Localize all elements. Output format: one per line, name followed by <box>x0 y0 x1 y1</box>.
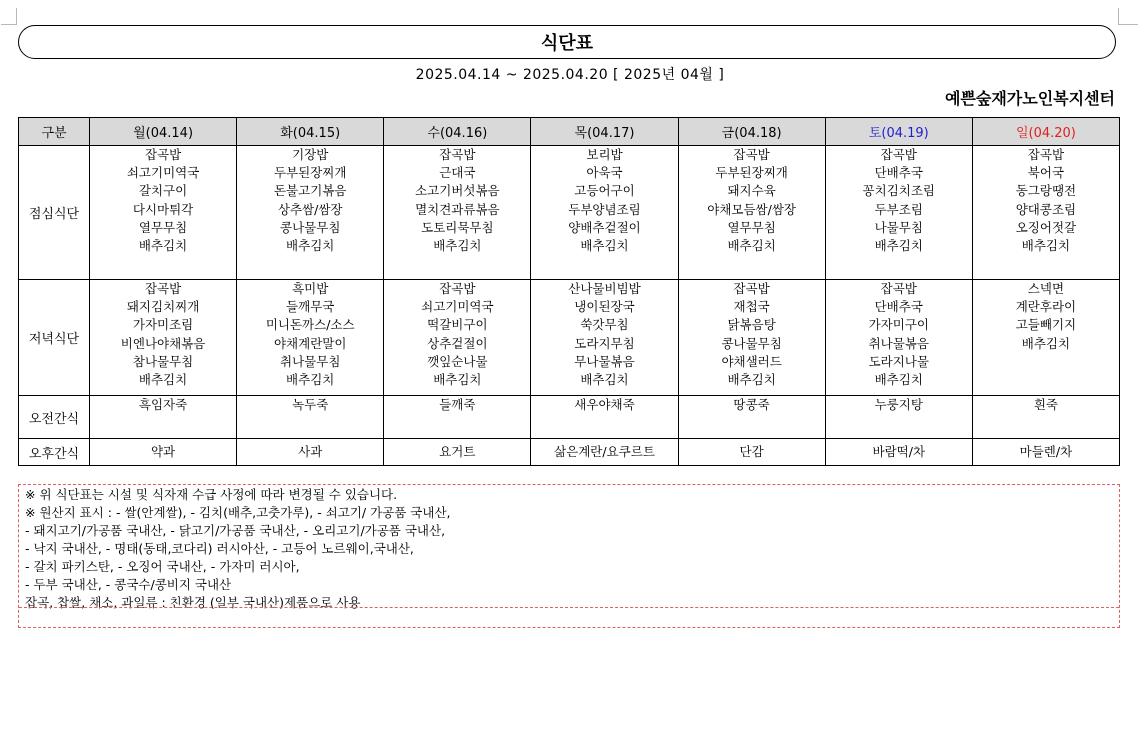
day-header-sat: 토(04.19) <box>825 118 972 146</box>
menu-item: 야채샐러드 <box>721 353 782 369</box>
menu-item: 가자미조림 <box>132 317 194 333</box>
page-title: 식단표 <box>540 33 594 54</box>
notes-divider <box>19 607 1119 608</box>
menu-item: 냉이된장국 <box>574 299 635 315</box>
menu-item: 열무무침 <box>727 219 776 235</box>
menu-cell-fri <box>678 280 825 396</box>
menu-item: 갈치구이 <box>138 183 188 199</box>
menu-item: 돼지김치찌개 <box>126 299 200 315</box>
menu-item: 배추김치 <box>138 238 188 254</box>
menu-item: 배추김치 <box>1021 238 1071 254</box>
menu-item: 약과 <box>150 443 176 459</box>
menu-item: 고들빼기지 <box>1015 317 1077 333</box>
menu-item: 북어국 <box>1027 165 1065 181</box>
menu-item: 무나물볶음 <box>574 353 635 369</box>
menu-cell-wed <box>384 280 531 396</box>
menu-item: 깻잎순나물 <box>427 353 488 369</box>
lunch-row <box>19 146 1120 280</box>
menu-item: 사과 <box>298 443 323 459</box>
menu-cell-thu <box>531 396 678 439</box>
menu-cell-thu <box>531 146 678 280</box>
menu-item: 야채계란말이 <box>273 335 347 351</box>
menu-cell-fri <box>678 396 825 439</box>
menu-item: 동그랑땡전 <box>1015 183 1077 199</box>
menu-item: 취나물볶음 <box>868 335 929 351</box>
menu-cell-tue <box>237 439 384 466</box>
notes-box <box>18 484 1120 628</box>
note-line: - 낙지 국내산, - 명태(동태,코다리) 러시아산, - 고등어 노르웨이,국내산, <box>25 541 414 556</box>
menu-cell-sat <box>825 280 972 396</box>
menu-cell-fri <box>678 146 825 280</box>
row-label: 저녁식단 <box>19 280 90 396</box>
menu-item: 돼지수육 <box>727 183 776 199</box>
menu-item: 산나물비빔밥 <box>568 281 641 296</box>
menu-item: 배추김치 <box>433 372 482 388</box>
corner-header: 구분 <box>19 118 90 146</box>
menu-item: 배추김치 <box>874 238 923 254</box>
menu-table <box>18 117 1120 466</box>
menu-item: 들깨무국 <box>286 299 335 315</box>
menu-item: 녹두죽 <box>292 397 329 412</box>
menu-item: 도토리묵무침 <box>421 219 494 235</box>
crop-mark <box>1118 24 1138 25</box>
menu-cell-sun <box>972 146 1119 280</box>
menu-item: 마들렌/차 <box>1019 443 1073 459</box>
menu-cell-mon <box>90 280 237 396</box>
menu-item: 배추김치 <box>286 238 335 254</box>
day-header-thu: 목(04.17) <box>531 118 678 146</box>
menu-cell-wed <box>384 146 531 280</box>
am-snack-row <box>19 396 1120 439</box>
menu-item: 배추김치 <box>138 372 188 388</box>
menu-item: 쑥갓무침 <box>580 317 629 333</box>
row-label: 오전간식 <box>19 396 90 439</box>
day-header-fri: 금(04.18) <box>678 118 825 146</box>
menu-item: 흑미밥 <box>292 281 329 296</box>
menu-cell-tue <box>237 280 384 396</box>
day-header-sun: 일(04.20) <box>972 118 1119 146</box>
menu-item: 소고기버섯볶음 <box>415 183 500 199</box>
menu-cell-tue <box>237 146 384 280</box>
menu-cell-tue <box>237 396 384 439</box>
menu-item: 배추김치 <box>286 372 335 388</box>
menu-item: 두부된장찌개 <box>273 165 347 181</box>
row-label: 점심식단 <box>19 146 90 280</box>
menu-item: 배추김치 <box>1021 335 1071 351</box>
menu-item: 쇠고기미역국 <box>421 299 494 315</box>
menu-item: 취나물무침 <box>280 353 341 369</box>
menu-item: 잡곡밥 <box>880 281 917 296</box>
note-line: - 돼지고기/가공품 국내산, - 닭고기/가공품 국내산, - 오리고기/가공품 국내산, <box>25 523 446 538</box>
menu-item: 들깨죽 <box>439 397 476 412</box>
menu-item: 재첩국 <box>733 299 770 315</box>
menu-item: 상추쌈/쌈장 <box>277 201 343 217</box>
menu-item: 도라지무침 <box>574 335 635 351</box>
crop-mark <box>16 8 17 24</box>
menu-item: 두부조림 <box>874 201 923 217</box>
row-label: 오후간식 <box>19 439 90 466</box>
menu-item: 양대콩조림 <box>1015 201 1077 217</box>
menu-item: 잡곡밥 <box>144 281 182 296</box>
menu-item: 기장밥 <box>292 147 329 162</box>
menu-item: 나물무침 <box>874 219 923 235</box>
menu-item: 도라지나물 <box>868 353 929 369</box>
menu-item: 꽁치김치조림 <box>862 183 935 199</box>
menu-item: 단배추국 <box>874 299 923 315</box>
menu-item: 배추김치 <box>580 238 629 254</box>
menu-item: 참나물무침 <box>132 353 194 369</box>
menu-item: 배추김치 <box>874 372 923 388</box>
menu-item: 보리밥 <box>586 147 623 162</box>
menu-cell-mon <box>90 146 237 280</box>
menu-item: 삶은계란/요쿠르트 <box>554 443 655 459</box>
menu-item: 요거트 <box>439 443 476 459</box>
menu-cell-fri <box>678 439 825 466</box>
menu-cell-thu <box>531 280 678 396</box>
menu-item: 잡곡밥 <box>439 147 476 162</box>
menu-item: 흑임자죽 <box>138 397 188 412</box>
menu-cell-sat <box>825 439 972 466</box>
menu-item: 단감 <box>739 443 764 459</box>
menu-item: 배추김치 <box>580 372 629 388</box>
menu-item: 아욱국 <box>586 165 623 181</box>
menu-item: 단배추국 <box>874 165 923 181</box>
menu-item: 오징어젓갈 <box>1015 219 1077 235</box>
menu-cell-sat <box>825 396 972 439</box>
menu-item: 가자미구이 <box>868 317 929 333</box>
pm-snack-row <box>19 439 1120 466</box>
note-line: - 갈치 파키스탄, - 오징어 국내산, - 가자미 러시아, <box>25 559 300 574</box>
menu-cell-sun <box>972 280 1119 396</box>
menu-item: 열무무침 <box>138 219 188 235</box>
day-header-row <box>19 118 1120 146</box>
menu-item: 콩나물무침 <box>280 219 341 235</box>
menu-item: 다시마튀각 <box>132 201 194 217</box>
menu-cell-mon <box>90 439 237 466</box>
menu-item: 배추김치 <box>727 372 776 388</box>
menu-item: 잡곡밥 <box>144 147 182 162</box>
note-line: 잡곡, 찹쌀, 채소, 과일류 : 친환경 (일부 국내산)제품으로 사용 <box>25 595 361 610</box>
menu-item: 잡곡밥 <box>1027 147 1065 162</box>
menu-item: 근대국 <box>439 165 476 181</box>
menu-cell-sun <box>972 396 1119 439</box>
menu-item: 두부양념조림 <box>568 201 641 217</box>
menu-item: 떡갈비구이 <box>427 317 488 333</box>
day-header-wed: 수(04.16) <box>384 118 531 146</box>
menu-item: 배추김치 <box>727 238 776 254</box>
crop-mark <box>1118 8 1119 24</box>
menu-item: 누룽지탕 <box>874 397 923 412</box>
menu-item: 흰죽 <box>1033 397 1058 412</box>
menu-item: 상추겉절이 <box>427 335 488 351</box>
menu-cell-sat <box>825 146 972 280</box>
day-header-tue: 화(04.15) <box>237 118 384 146</box>
crop-mark <box>1 24 17 25</box>
dinner-row <box>19 280 1120 396</box>
menu-cell-mon <box>90 396 237 439</box>
menu-item: 돈불고기볶음 <box>273 183 347 199</box>
menu-cell-wed <box>384 396 531 439</box>
menu-item: 야채모듬쌈/쌈장 <box>707 201 796 217</box>
note-line: ※ 원산지 표시 : - 쌀(안계쌀), - 김치(배추,고춧가루), - 쇠고기/ 가공품 국내산, <box>25 505 451 520</box>
menu-item: 바람떡/차 <box>872 443 926 459</box>
menu-item: 잡곡밥 <box>439 281 476 296</box>
menu-item: 콩나물무침 <box>721 335 782 351</box>
menu-period: 2025.04.14 ~ 2025.04.20 [ 2025년 04월 ] <box>415 67 725 83</box>
menu-item: 잡곡밥 <box>880 147 917 162</box>
center-name: 예쁜숲재가노인복지센터 <box>944 89 1115 108</box>
menu-item: 닭볶음탕 <box>727 317 776 333</box>
note-line: - 두부 국내산, - 콩국수/콩비지 국내산 <box>25 577 232 592</box>
menu-item: 고등어구이 <box>574 183 635 199</box>
menu-cell-wed <box>384 439 531 466</box>
menu-item: 멸치견과류볶음 <box>415 201 500 217</box>
title-box <box>18 25 1116 59</box>
menu-item: 배추김치 <box>433 238 482 254</box>
menu-item: 미니돈까스/소스 <box>265 317 355 333</box>
menu-cell-thu <box>531 439 678 466</box>
day-header-mon: 월(04.14) <box>90 118 237 146</box>
menu-item: 비엔나야채볶음 <box>120 335 206 351</box>
menu-item: 두부된장찌개 <box>715 165 788 181</box>
menu-item: 쇠고기미역국 <box>126 165 200 181</box>
menu-item: 양배추겉절이 <box>568 219 641 235</box>
menu-item: 잡곡밥 <box>733 281 770 296</box>
menu-item: 잡곡밥 <box>733 147 770 162</box>
menu-item: 새우야채죽 <box>574 397 635 412</box>
menu-item: 스넥면 <box>1027 281 1065 296</box>
menu-item: 땅콩죽 <box>733 397 770 412</box>
menu-cell-sun <box>972 439 1119 466</box>
menu-item: 계란후라이 <box>1015 299 1077 315</box>
note-line: ※ 위 식단표는 시설 및 식자재 수급 사정에 따라 변경될 수 있습니다. <box>25 487 398 502</box>
